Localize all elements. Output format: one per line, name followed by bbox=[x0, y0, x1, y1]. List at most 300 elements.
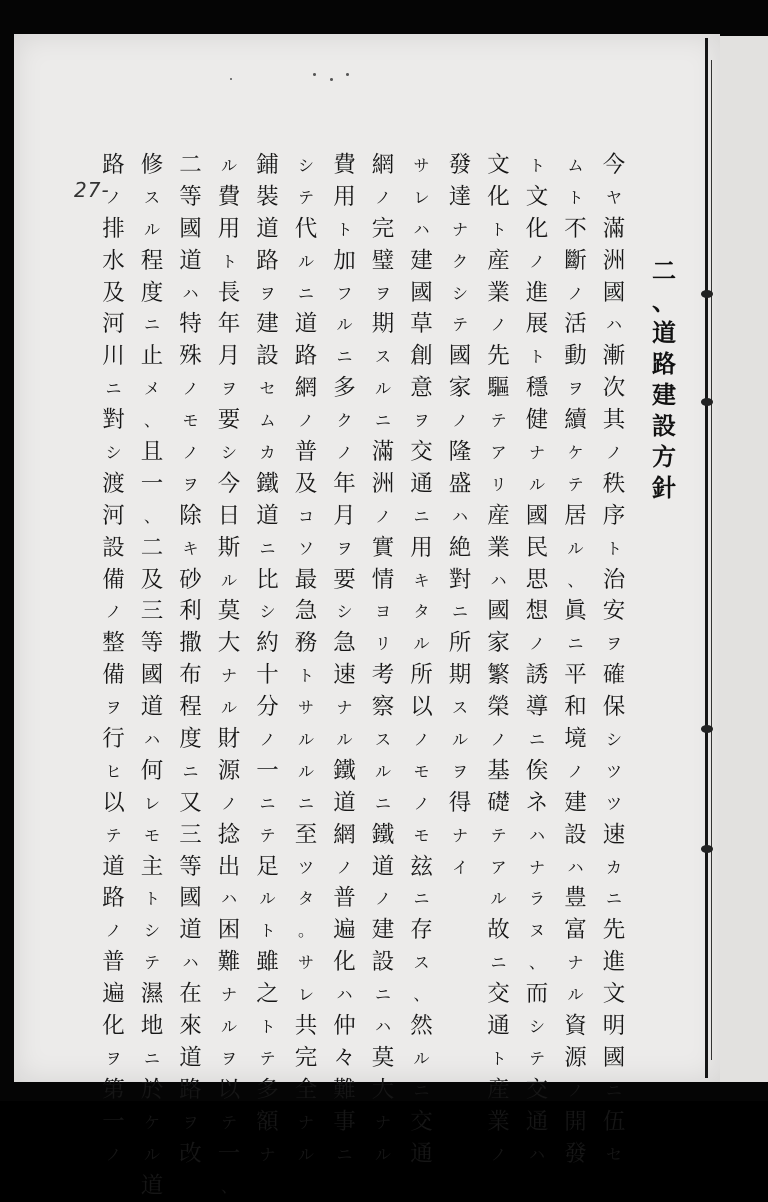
text-char: 實 bbox=[372, 533, 395, 565]
text-char: 設 bbox=[652, 410, 676, 441]
text-char: 存 bbox=[410, 915, 433, 947]
text-char: ケ bbox=[144, 1107, 160, 1139]
text-char: 二 bbox=[652, 255, 676, 286]
text-char: ル bbox=[375, 373, 391, 405]
text-char: 特 bbox=[179, 309, 202, 341]
text-char: ニ bbox=[105, 373, 121, 405]
text-char: 困 bbox=[218, 915, 241, 947]
text-char: サ bbox=[298, 692, 314, 724]
text-char: 道 bbox=[652, 317, 676, 348]
text-char: 得 bbox=[449, 788, 472, 820]
text-char: ト bbox=[336, 214, 352, 246]
text-char: 財 bbox=[218, 724, 241, 756]
text-char: 開 bbox=[564, 1107, 587, 1139]
text-char: 文 bbox=[603, 979, 626, 1011]
text-char: 道 bbox=[179, 1043, 202, 1075]
text-char: 水 bbox=[102, 246, 125, 278]
text-char: ナ bbox=[221, 979, 237, 1011]
text-char: ニ bbox=[144, 309, 160, 341]
text-char: ノ bbox=[567, 278, 583, 310]
text-char: 滿 bbox=[603, 214, 626, 246]
text-char: 大 bbox=[218, 628, 241, 660]
text-char: ヒ bbox=[105, 756, 121, 788]
text-char: 基 bbox=[487, 756, 510, 788]
scan-speck bbox=[330, 78, 333, 81]
text-char: ナ bbox=[529, 437, 545, 469]
text-char: 次 bbox=[603, 373, 626, 405]
text-char: 十 bbox=[256, 660, 279, 692]
text-char: 境 bbox=[564, 724, 587, 756]
text-char: 國 bbox=[526, 501, 549, 533]
text-char: 意 bbox=[410, 373, 433, 405]
text-char: ソ bbox=[298, 533, 314, 565]
text-char: メ bbox=[144, 373, 160, 405]
text-char: ノ bbox=[182, 437, 198, 469]
text-char: 日 bbox=[218, 501, 241, 533]
text-char: ナ bbox=[452, 214, 468, 246]
text-char: ノ bbox=[375, 501, 391, 533]
text-char: 明 bbox=[603, 1011, 626, 1043]
text-column bbox=[211, 150, 247, 1202]
text-char: 化 bbox=[526, 214, 549, 246]
text-char: テ bbox=[567, 469, 583, 501]
text-char: 想 bbox=[526, 596, 549, 628]
binding-mark bbox=[701, 398, 713, 406]
text-char: 豊 bbox=[564, 883, 587, 915]
text-char: 化 bbox=[487, 182, 510, 214]
text-char: ス bbox=[452, 692, 468, 724]
text-char: 眞 bbox=[564, 596, 587, 628]
text-char: ヲ bbox=[221, 1043, 237, 1075]
text-char: 道 bbox=[333, 788, 356, 820]
text-char: 地 bbox=[141, 1011, 164, 1043]
text-char: 、 bbox=[529, 947, 545, 979]
text-char: ツ bbox=[606, 756, 622, 788]
text-char: 網 bbox=[295, 373, 318, 405]
text-char: 、 bbox=[221, 1171, 237, 1202]
text-char: 導 bbox=[526, 692, 549, 724]
text-char: 礎 bbox=[487, 788, 510, 820]
text-char: 針 bbox=[652, 472, 676, 503]
text-char: 網 bbox=[333, 820, 356, 852]
text-char: 止 bbox=[141, 341, 164, 373]
text-char: ニ bbox=[375, 405, 391, 437]
text-char: ハ bbox=[490, 565, 506, 597]
text-char: ナ bbox=[529, 852, 545, 884]
text-char: 又 bbox=[179, 788, 202, 820]
text-char: ヲ bbox=[375, 278, 391, 310]
text-char: 其 bbox=[603, 405, 626, 437]
text-char: 利 bbox=[179, 596, 202, 628]
text-char: 川 bbox=[102, 341, 125, 373]
text-char: 道 bbox=[179, 246, 202, 278]
text-char: 洲 bbox=[603, 246, 626, 278]
text-char: 用 bbox=[410, 533, 433, 565]
text-char: ト bbox=[529, 341, 545, 373]
text-column bbox=[96, 150, 132, 1171]
text-char: 和 bbox=[564, 692, 587, 724]
text-char: 第 bbox=[102, 1075, 125, 1107]
text-char: セ bbox=[606, 1139, 622, 1171]
text-char: 鐵 bbox=[333, 756, 356, 788]
text-column bbox=[558, 150, 594, 1171]
text-char: 所 bbox=[449, 628, 472, 660]
text-char: 活 bbox=[564, 309, 587, 341]
text-char: 不 bbox=[564, 214, 587, 246]
binding-line bbox=[705, 38, 708, 1078]
text-char: 河 bbox=[102, 309, 125, 341]
text-char: 、 bbox=[144, 501, 160, 533]
text-char: 資 bbox=[564, 1011, 587, 1043]
text-char: ニ bbox=[182, 756, 198, 788]
text-char: 洲 bbox=[372, 469, 395, 501]
text-char: 鐵 bbox=[372, 820, 395, 852]
text-char: タ bbox=[298, 883, 314, 915]
scan-speck bbox=[346, 73, 349, 76]
text-char: 鐵 bbox=[256, 469, 279, 501]
text-char: ノ bbox=[490, 724, 506, 756]
text-char: 出 bbox=[218, 852, 241, 884]
text-char: 以 bbox=[410, 692, 433, 724]
page-number-text: 27 bbox=[74, 178, 101, 202]
text-char: ノ bbox=[567, 1075, 583, 1107]
text-char: ナ bbox=[452, 820, 468, 852]
text-char: 排 bbox=[102, 214, 125, 246]
text-char: 玆 bbox=[410, 852, 433, 884]
text-char: テ bbox=[144, 947, 160, 979]
text-char: ノ bbox=[606, 437, 622, 469]
text-char: 多 bbox=[256, 1075, 279, 1107]
text-char: 道 bbox=[256, 501, 279, 533]
text-char: 年 bbox=[333, 469, 356, 501]
text-char: ス bbox=[375, 724, 391, 756]
text-char: 長 bbox=[218, 278, 241, 310]
text-char: ニ bbox=[336, 1139, 352, 1171]
text-char: ト bbox=[490, 214, 506, 246]
text-char: シ bbox=[529, 1011, 545, 1043]
text-char: 難 bbox=[333, 1075, 356, 1107]
text-char: 加 bbox=[333, 246, 356, 278]
text-char: 璧 bbox=[372, 246, 395, 278]
text-char: 仲 bbox=[333, 1011, 356, 1043]
text-char: ト bbox=[144, 883, 160, 915]
text-char: 産 bbox=[487, 246, 510, 278]
text-char: ノ bbox=[105, 915, 121, 947]
text-char: 對 bbox=[102, 405, 125, 437]
text-char: レ bbox=[144, 788, 160, 820]
text-char: ノ bbox=[490, 309, 506, 341]
scan-speck bbox=[230, 78, 232, 80]
text-char: ノ bbox=[259, 724, 275, 756]
text-char: ニ bbox=[452, 596, 468, 628]
text-char: ノ bbox=[413, 724, 429, 756]
text-char: ク bbox=[336, 405, 352, 437]
binding-line-secondary bbox=[711, 60, 712, 1060]
text-char: 代 bbox=[295, 214, 318, 246]
text-char: 等 bbox=[179, 852, 202, 884]
text-char: 文 bbox=[487, 150, 510, 182]
text-char: 費 bbox=[218, 182, 241, 214]
text-char: 國 bbox=[179, 883, 202, 915]
text-char: 思 bbox=[526, 565, 549, 597]
text-char: 設 bbox=[256, 341, 279, 373]
text-char: ル bbox=[413, 1043, 429, 1075]
text-char: 路 bbox=[102, 150, 125, 182]
text-char: 確 bbox=[603, 660, 626, 692]
text-char: レ bbox=[413, 182, 429, 214]
text-char: 額 bbox=[256, 1107, 279, 1139]
text-char: 網 bbox=[372, 150, 395, 182]
text-char: 察 bbox=[372, 692, 395, 724]
text-char: 捻 bbox=[218, 820, 241, 852]
text-char: 産 bbox=[487, 501, 510, 533]
text-char: 先 bbox=[487, 341, 510, 373]
text-char: 普 bbox=[102, 947, 125, 979]
text-char: 國 bbox=[487, 596, 510, 628]
text-char: 、 bbox=[567, 565, 583, 597]
text-char: ネ bbox=[526, 788, 549, 820]
text-char: テ bbox=[490, 820, 506, 852]
text-char: ハ bbox=[375, 1011, 391, 1043]
text-char: 二 bbox=[141, 533, 164, 565]
text-char: 月 bbox=[333, 501, 356, 533]
text-char: 事 bbox=[333, 1107, 356, 1139]
text-char: コ bbox=[298, 501, 314, 533]
text-char: 隆 bbox=[449, 437, 472, 469]
text-char: モ bbox=[182, 405, 198, 437]
text-char: 業 bbox=[487, 278, 510, 310]
text-char: 道 bbox=[372, 852, 395, 884]
text-char: ス bbox=[375, 341, 391, 373]
text-char: ル bbox=[221, 1011, 237, 1043]
text-char: 普 bbox=[295, 437, 318, 469]
text-char: ト bbox=[606, 533, 622, 565]
text-char: 在 bbox=[179, 979, 202, 1011]
text-char: 多 bbox=[333, 373, 356, 405]
text-char: ル bbox=[490, 883, 506, 915]
text-char: ト bbox=[490, 1043, 506, 1075]
text-char: 月 bbox=[218, 341, 241, 373]
text-char: 全 bbox=[295, 1075, 318, 1107]
text-char: ル bbox=[529, 469, 545, 501]
text-char: 保 bbox=[603, 692, 626, 724]
text-char: 且 bbox=[141, 437, 164, 469]
text-char: ヨ bbox=[375, 596, 391, 628]
text-char: ル bbox=[336, 309, 352, 341]
text-char: ニ bbox=[567, 628, 583, 660]
text-char: ノ bbox=[567, 756, 583, 788]
text-char: 然 bbox=[410, 1011, 433, 1043]
text-char: 備 bbox=[102, 660, 125, 692]
text-char: 漸 bbox=[603, 341, 626, 373]
text-char: 誘 bbox=[526, 660, 549, 692]
text-char: 交 bbox=[487, 979, 510, 1011]
text-char: 何 bbox=[141, 756, 164, 788]
text-char: シ bbox=[259, 596, 275, 628]
text-char: ツ bbox=[298, 852, 314, 884]
text-char: ラ bbox=[529, 883, 545, 915]
text-char: 等 bbox=[141, 628, 164, 660]
text-char: ノ bbox=[105, 596, 121, 628]
text-char: ノ bbox=[105, 1139, 121, 1171]
text-char: 源 bbox=[564, 1043, 587, 1075]
text-char: 故 bbox=[487, 915, 510, 947]
text-char: 一 bbox=[102, 1107, 125, 1139]
text-char: モ bbox=[413, 756, 429, 788]
text-char: テ bbox=[259, 1043, 275, 1075]
text-char: 速 bbox=[333, 660, 356, 692]
text-char: ル bbox=[221, 692, 237, 724]
text-char: 通 bbox=[526, 1107, 549, 1139]
text-char: 道 bbox=[256, 214, 279, 246]
text-char: 伍 bbox=[603, 1107, 626, 1139]
text-char: ハ bbox=[413, 214, 429, 246]
text-char: 方 bbox=[652, 441, 676, 472]
text-char: 俟 bbox=[526, 756, 549, 788]
text-char: 分 bbox=[256, 692, 279, 724]
text-char: 難 bbox=[218, 947, 241, 979]
text-char: ト bbox=[298, 660, 314, 692]
text-char: カ bbox=[259, 437, 275, 469]
text-char: モ bbox=[144, 820, 160, 852]
text-char: 。 bbox=[298, 915, 314, 947]
text-char: 設 bbox=[564, 820, 587, 852]
text-char: ノ bbox=[336, 852, 352, 884]
text-char: 程 bbox=[141, 246, 164, 278]
text-char: ヲ bbox=[105, 1043, 121, 1075]
text-char: 及 bbox=[102, 278, 125, 310]
text-char: 驅 bbox=[487, 373, 510, 405]
text-char: ノ bbox=[452, 405, 468, 437]
text-char: ヲ bbox=[336, 533, 352, 565]
text-char: ハ bbox=[567, 852, 583, 884]
text-char: テ bbox=[259, 820, 275, 852]
text-char: 考 bbox=[372, 660, 395, 692]
text-char: 三 bbox=[141, 596, 164, 628]
text-char: セ bbox=[259, 373, 275, 405]
text-char: 完 bbox=[372, 214, 395, 246]
text-char: ヲ bbox=[413, 405, 429, 437]
text-column bbox=[404, 150, 440, 1171]
text-char: ニ bbox=[144, 1043, 160, 1075]
text-char: 道 bbox=[141, 692, 164, 724]
text-char: ス bbox=[144, 182, 160, 214]
text-char: フ bbox=[336, 278, 352, 310]
text-char: 業 bbox=[487, 1107, 510, 1139]
text-char: 交 bbox=[410, 1107, 433, 1139]
text-char: ハ bbox=[606, 309, 622, 341]
text-char: 産 bbox=[487, 1075, 510, 1107]
text-char: ハ bbox=[529, 1139, 545, 1171]
text-char: 路 bbox=[256, 246, 279, 278]
text-char: 道 bbox=[141, 1171, 164, 1202]
text-char: 及 bbox=[295, 469, 318, 501]
text-char: 濕 bbox=[141, 979, 164, 1011]
text-char: ト bbox=[221, 246, 237, 278]
text-char: 大 bbox=[372, 1075, 395, 1107]
text-char: 路 bbox=[179, 1075, 202, 1107]
text-char: 殊 bbox=[179, 341, 202, 373]
text-char: ヲ bbox=[221, 373, 237, 405]
text-char: 最 bbox=[295, 565, 318, 597]
text-char: テ bbox=[529, 1043, 545, 1075]
text-char: 化 bbox=[102, 1011, 125, 1043]
text-char: 鋪 bbox=[256, 150, 279, 182]
text-char: 今 bbox=[603, 150, 626, 182]
text-char: ニ bbox=[259, 788, 275, 820]
text-char: 備 bbox=[102, 565, 125, 597]
text-char: 創 bbox=[410, 341, 433, 373]
text-char: 建 bbox=[652, 379, 676, 410]
text-char: 國 bbox=[410, 278, 433, 310]
text-column bbox=[134, 150, 170, 1202]
text-column bbox=[288, 150, 324, 1171]
text-char: 設 bbox=[102, 533, 125, 565]
text-char: 先 bbox=[603, 915, 626, 947]
text-char: 用 bbox=[218, 214, 241, 246]
text-char: 道 bbox=[102, 852, 125, 884]
text-char: 文 bbox=[526, 182, 549, 214]
text-char: 、 bbox=[652, 286, 676, 317]
text-char: 對 bbox=[449, 565, 472, 597]
text-char: 裝 bbox=[256, 182, 279, 214]
text-char: ハ bbox=[144, 724, 160, 756]
text-char: ム bbox=[259, 405, 275, 437]
text-char: シ bbox=[336, 596, 352, 628]
text-char: テ bbox=[452, 309, 468, 341]
text-char: 健 bbox=[526, 405, 549, 437]
text-char: 用 bbox=[333, 182, 356, 214]
text-char: 今 bbox=[218, 469, 241, 501]
text-char: 所 bbox=[410, 660, 433, 692]
text-char: ア bbox=[490, 852, 506, 884]
text-char: 繁 bbox=[487, 660, 510, 692]
text-char: 穩 bbox=[526, 373, 549, 405]
text-char: ル bbox=[375, 756, 391, 788]
text-char: 雖 bbox=[256, 947, 279, 979]
text-char: ナ bbox=[336, 692, 352, 724]
page-number: 27- bbox=[74, 178, 110, 202]
text-char: 斷 bbox=[564, 246, 587, 278]
text-char: ル bbox=[259, 883, 275, 915]
text-char: ト bbox=[567, 182, 583, 214]
text-char: 建 bbox=[564, 788, 587, 820]
text-char: ア bbox=[490, 437, 506, 469]
text-char: ニ bbox=[606, 1075, 622, 1107]
text-char: ヌ bbox=[529, 915, 545, 947]
text-char: 之 bbox=[256, 979, 279, 1011]
text-char: 道 bbox=[179, 915, 202, 947]
text-char: ノ bbox=[221, 788, 237, 820]
text-char: ハ bbox=[336, 979, 352, 1011]
text-char: ル bbox=[144, 1139, 160, 1171]
text-char: ム bbox=[567, 150, 583, 182]
text-char: 遍 bbox=[102, 979, 125, 1011]
text-char: ハ bbox=[452, 501, 468, 533]
text-char: ヤ bbox=[606, 182, 622, 214]
text-char: ニ bbox=[298, 278, 314, 310]
text-char: 莫 bbox=[372, 1043, 395, 1075]
text-char: 國 bbox=[449, 341, 472, 373]
text-char: ナ bbox=[567, 947, 583, 979]
text-char: ニ bbox=[413, 1075, 429, 1107]
text-char: テ bbox=[298, 182, 314, 214]
text-char: ヲ bbox=[182, 1107, 198, 1139]
text-char: 建 bbox=[256, 309, 279, 341]
text-column bbox=[173, 150, 209, 1171]
text-char: 及 bbox=[141, 565, 164, 597]
text-char: ノ bbox=[529, 246, 545, 278]
